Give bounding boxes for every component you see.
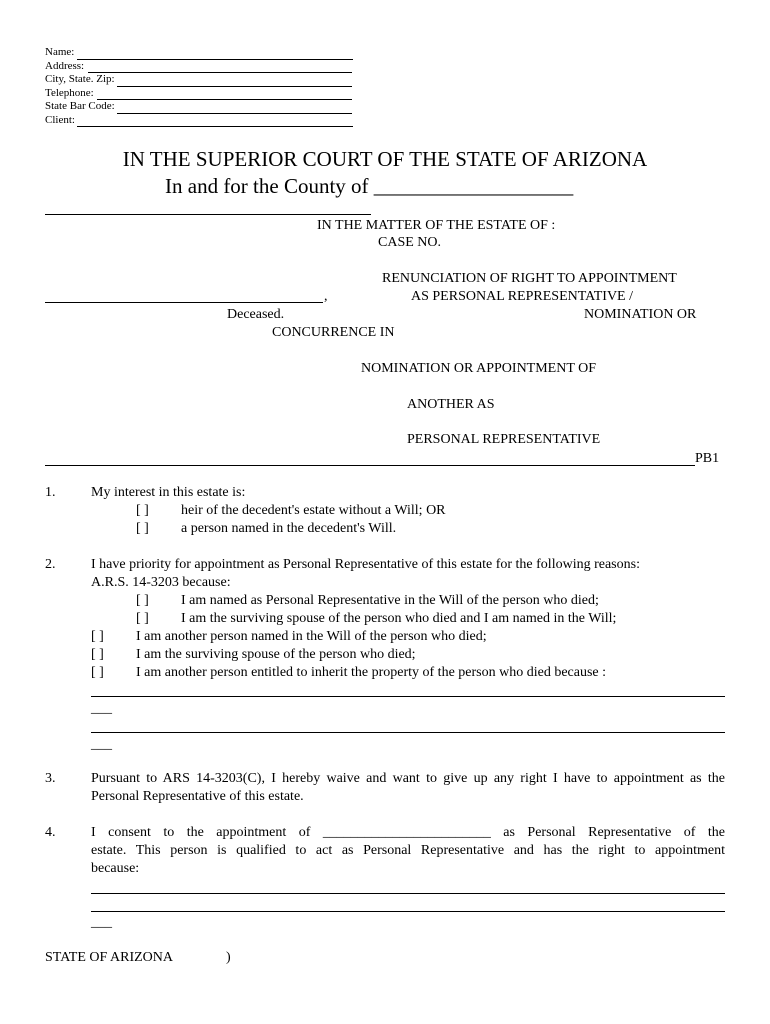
item-2-option-1: I am named as Personal Representative in the Will of the person who died; [181,593,599,608]
caption-top-line [45,214,371,215]
item-2-checkbox-1[interactable]: [ ] [136,593,149,608]
item-4-line-1: I consent to the appointment of ________________________ as Personal Representative of the [91,825,725,840]
header-bar-line [117,113,352,114]
doc-title-line-5: NOMINATION OR APPOINTMENT OF [361,361,597,376]
item-4-line-3: because: [91,861,140,876]
item-3-line-1: Pursuant to ARS 14-3203(C), I hereby waive and want to give up any right I have to appointment as the [91,771,725,786]
item-4-fill-line-2[interactable] [91,911,725,912]
doc-title-line-3: NOMINATION OR [584,307,697,322]
item-4-fill-line-1[interactable] [91,893,725,894]
header-telephone-label: Telephone: [45,86,94,99]
header-bar-label: State Bar Code: [45,100,115,112]
state-of-arizona: STATE OF ARIZONA [45,950,173,965]
county-title: In and for the County of ___________________ [165,174,574,198]
item-2-number: 2. [45,557,56,572]
doc-title-line-1: RENUNCIATION OF RIGHT TO APPOINTMENT [382,271,677,286]
item-2-option-5: I am another person entitled to inherit the property of the person who died because : [136,665,607,680]
item-2-option-4: I am the surviving spouse of the person who died; [136,647,416,662]
item-2-fill-line-2[interactable] [91,732,725,733]
item-3-line-2: Personal Representative of this estate. [91,789,304,804]
header-city-label: City, State. Zip: [45,73,115,85]
doc-title-line-2: AS PERSONAL REPRESENTATIVE / [411,289,633,304]
item-2-checkbox-2[interactable]: [ ] [136,611,149,626]
item-2-short-line-1: ___ [91,701,112,716]
venue-paren: ) [226,950,231,965]
item-2-option-2: I am the surviving spouse of the person who died and I am named in the Will; [181,611,617,626]
caption-bottom-line [45,465,695,466]
header-city-line [117,86,352,87]
item-4-number: 4. [45,825,56,840]
item-2-checkbox-5[interactable]: [ ] [91,665,104,680]
court-title: IN THE SUPERIOR COURT OF THE STATE OF ARIZONA [122,147,648,171]
item-2-checkbox-3[interactable]: [ ] [91,629,104,644]
header-client-line [77,126,353,127]
doc-title-line-6: ANOTHER AS [407,397,495,412]
item-1-option-1: heir of the decedent's estate without a Will; OR [181,503,446,518]
item-2-checkbox-4[interactable]: [ ] [91,647,104,662]
deceased-label: Deceased. [227,307,285,322]
item-2-statute: A.R.S. 14-3203 because: [91,575,231,590]
item-2-text: I have priority for appointment as Personal Representative of this estate for the following reasons: [91,557,640,572]
item-2-short-line-2: ___ [91,737,112,752]
item-3-number: 3. [45,771,56,786]
doc-title-line-7: PERSONAL REPRESENTATIVE [407,432,601,447]
header-client-label: Client: [45,113,75,126]
header-address-label: Address: [45,59,85,72]
header-address-line [88,72,352,73]
header-name-line [77,59,353,60]
matter-of-estate: IN THE MATTER OF THE ESTATE OF : [317,218,556,233]
form-code: PB1 [695,451,720,466]
item-1-checkbox-2[interactable]: [ ] [136,521,149,536]
item-1-checkbox-1[interactable]: [ ] [136,503,149,518]
header-name-label: Name: [45,46,75,58]
decedent-comma: , [324,289,328,304]
item-1-option-2: a person named in the decedent's Will. [181,521,397,536]
doc-title-line-4: CONCURRENCE IN [272,325,395,340]
header-telephone-line [97,99,352,100]
item-4-short-line: ___ [91,915,112,930]
item-2-fill-line-1[interactable] [91,696,725,697]
item-2-option-3: I am another person named in the Will of the person who died; [136,629,487,644]
item-4-line-2: estate. This person is qualified to act as Personal Representative and has the right to appointment [91,843,725,858]
case-number-label: CASE NO. [378,235,442,250]
decedent-name-line [45,302,323,303]
item-1-text: My interest in this estate is: [91,485,246,500]
item-1-number: 1. [45,485,56,500]
